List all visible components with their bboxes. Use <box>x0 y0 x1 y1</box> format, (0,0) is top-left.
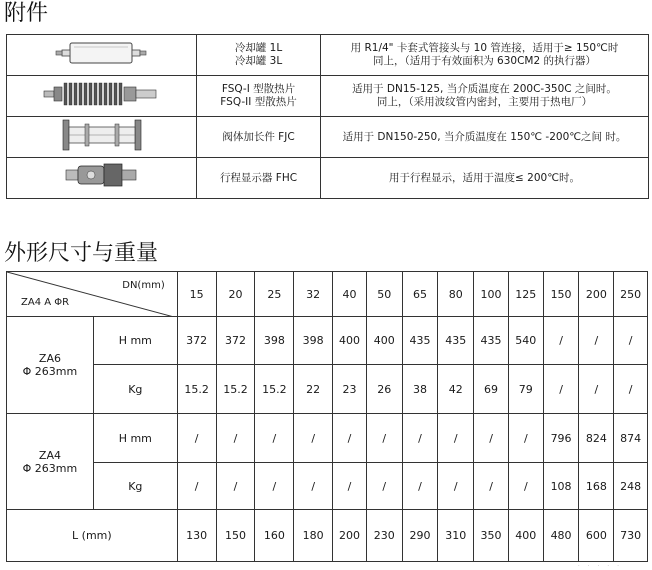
model-header-label: ZA4 A ΦR <box>21 297 70 308</box>
dn-cell: 40 <box>333 272 367 317</box>
accessory-name: 行程显示器 FHC <box>197 158 321 199</box>
value-cell: 400 <box>366 317 402 365</box>
dn-header-label: DN(mm) <box>122 280 165 291</box>
value-cell: 150 <box>216 510 255 562</box>
value-cell: 69 <box>474 365 509 414</box>
value-cell: / <box>438 463 474 510</box>
value-cell: 200 <box>333 510 367 562</box>
table-row <box>7 158 649 199</box>
value-cell: / <box>474 414 509 463</box>
model-cell: ZA4 Φ 263mm <box>7 414 94 510</box>
stroke-indicator-illustration <box>7 158 197 199</box>
value-cell: 435 <box>474 317 509 365</box>
table-row <box>7 317 648 365</box>
dn-cell: 25 <box>255 272 294 317</box>
value-cell: 248 <box>614 463 648 510</box>
value-cell: / <box>177 414 216 463</box>
value-cell: 372 <box>216 317 255 365</box>
value-cell: / <box>366 414 402 463</box>
row-label: H mm <box>93 414 177 463</box>
value-cell: 168 <box>579 463 614 510</box>
dn-cell: 50 <box>366 272 402 317</box>
value-cell: 400 <box>333 317 367 365</box>
value-cell: 230 <box>366 510 402 562</box>
cooling-tank-illustration <box>7 35 197 76</box>
value-cell: / <box>294 463 333 510</box>
value-cell: 22 <box>294 365 333 414</box>
value-cell: 730 <box>614 510 648 562</box>
value-cell: / <box>366 463 402 510</box>
value-cell: / <box>294 414 333 463</box>
value-cell: / <box>543 365 579 414</box>
accessory-name: 冷却罐 1L 冷却罐 3L <box>197 35 321 76</box>
table-row <box>7 414 648 463</box>
value-cell: 108 <box>543 463 579 510</box>
dn-cell: 15 <box>177 272 216 317</box>
accessories-title: 附件 <box>4 1 49 26</box>
value-cell: 796 <box>543 414 579 463</box>
accessory-description: 适用于 DN15-125, 当介质温度在 200C-350C 之间时。 同上，（采用波纹管内密封，主要用于热电厂） <box>321 76 649 117</box>
value-cell: / <box>614 365 648 414</box>
value-cell: 400 <box>508 510 543 562</box>
accessory-description: 用 R1/4" 卡套式管接头与 10 管连接，适用于≥ 150℃时 同上，（适用于有效面积为 630CM2 的执行器） <box>321 35 649 76</box>
header-diagonal-cell <box>7 272 178 317</box>
model-cell: ZA6 Φ 263mm <box>7 317 94 414</box>
value-cell: / <box>508 463 543 510</box>
dn-cell: 150 <box>543 272 579 317</box>
dn-cell: 80 <box>438 272 474 317</box>
dn-cell: 200 <box>579 272 614 317</box>
accessories-table <box>6 34 649 199</box>
value-cell: / <box>216 463 255 510</box>
value-cell: 435 <box>402 317 438 365</box>
dn-cell: 20 <box>216 272 255 317</box>
table-row <box>7 76 649 117</box>
value-cell: 38 <box>402 365 438 414</box>
value-cell: / <box>333 463 367 510</box>
value-cell: / <box>474 463 509 510</box>
value-cell: 15.2 <box>216 365 255 414</box>
value-cell: 480 <box>543 510 579 562</box>
dn-cell: 100 <box>474 272 509 317</box>
dimensions-table <box>6 271 648 562</box>
table-row <box>7 510 648 562</box>
dn-cell: 125 <box>508 272 543 317</box>
row-label: L (mm) <box>7 510 178 562</box>
table-row <box>7 35 649 76</box>
value-cell: 540 <box>508 317 543 365</box>
value-cell: 824 <box>579 414 614 463</box>
accessory-description: 用于行程显示，适用于温度≤ 200℃时。 <box>321 158 649 199</box>
dimensions-title: 外形尺寸与重量 <box>4 241 159 266</box>
value-cell: / <box>543 317 579 365</box>
value-cell: 26 <box>366 365 402 414</box>
value-cell: 372 <box>177 317 216 365</box>
table-row <box>7 463 648 510</box>
dn-cell: 65 <box>402 272 438 317</box>
table-row <box>7 117 649 158</box>
value-cell: 15.2 <box>255 365 294 414</box>
value-cell: 160 <box>255 510 294 562</box>
value-cell: 398 <box>294 317 333 365</box>
value-cell: 874 <box>614 414 648 463</box>
value-cell: 435 <box>438 317 474 365</box>
value-cell: 290 <box>402 510 438 562</box>
value-cell: 600 <box>579 510 614 562</box>
value-cell: 23 <box>333 365 367 414</box>
value-cell: 15.2 <box>177 365 216 414</box>
value-cell: / <box>255 414 294 463</box>
radiator-illustration <box>7 76 197 117</box>
value-cell: / <box>579 365 614 414</box>
row-label: Kg <box>93 463 177 510</box>
accessory-name: FSQ-I 型散热片 FSQ-II 型散热片 <box>197 76 321 117</box>
table-row <box>7 365 648 414</box>
extension-piece-illustration <box>7 117 197 158</box>
value-cell: / <box>438 414 474 463</box>
value-cell: 350 <box>474 510 509 562</box>
row-label: Kg <box>93 365 177 414</box>
dn-cell: 250 <box>614 272 648 317</box>
value-cell: 79 <box>508 365 543 414</box>
value-cell: / <box>333 414 367 463</box>
footer-mark: · · · · · <box>577 563 622 570</box>
value-cell: 310 <box>438 510 474 562</box>
dn-cell: 32 <box>294 272 333 317</box>
value-cell: / <box>579 317 614 365</box>
table-header-row <box>7 272 648 317</box>
value-cell: / <box>402 463 438 510</box>
row-label: H mm <box>93 317 177 365</box>
accessory-description: 适用于 DN150-250, 当介质温度在 150℃ -200℃之间 时。 <box>321 117 649 158</box>
value-cell: / <box>402 414 438 463</box>
value-cell: / <box>255 463 294 510</box>
value-cell: / <box>177 463 216 510</box>
value-cell: 130 <box>177 510 216 562</box>
value-cell: 398 <box>255 317 294 365</box>
value-cell: 42 <box>438 365 474 414</box>
value-cell: / <box>216 414 255 463</box>
accessory-name: 阀体加长件 FJC <box>197 117 321 158</box>
value-cell: / <box>614 317 648 365</box>
value-cell: 180 <box>294 510 333 562</box>
value-cell: / <box>508 414 543 463</box>
